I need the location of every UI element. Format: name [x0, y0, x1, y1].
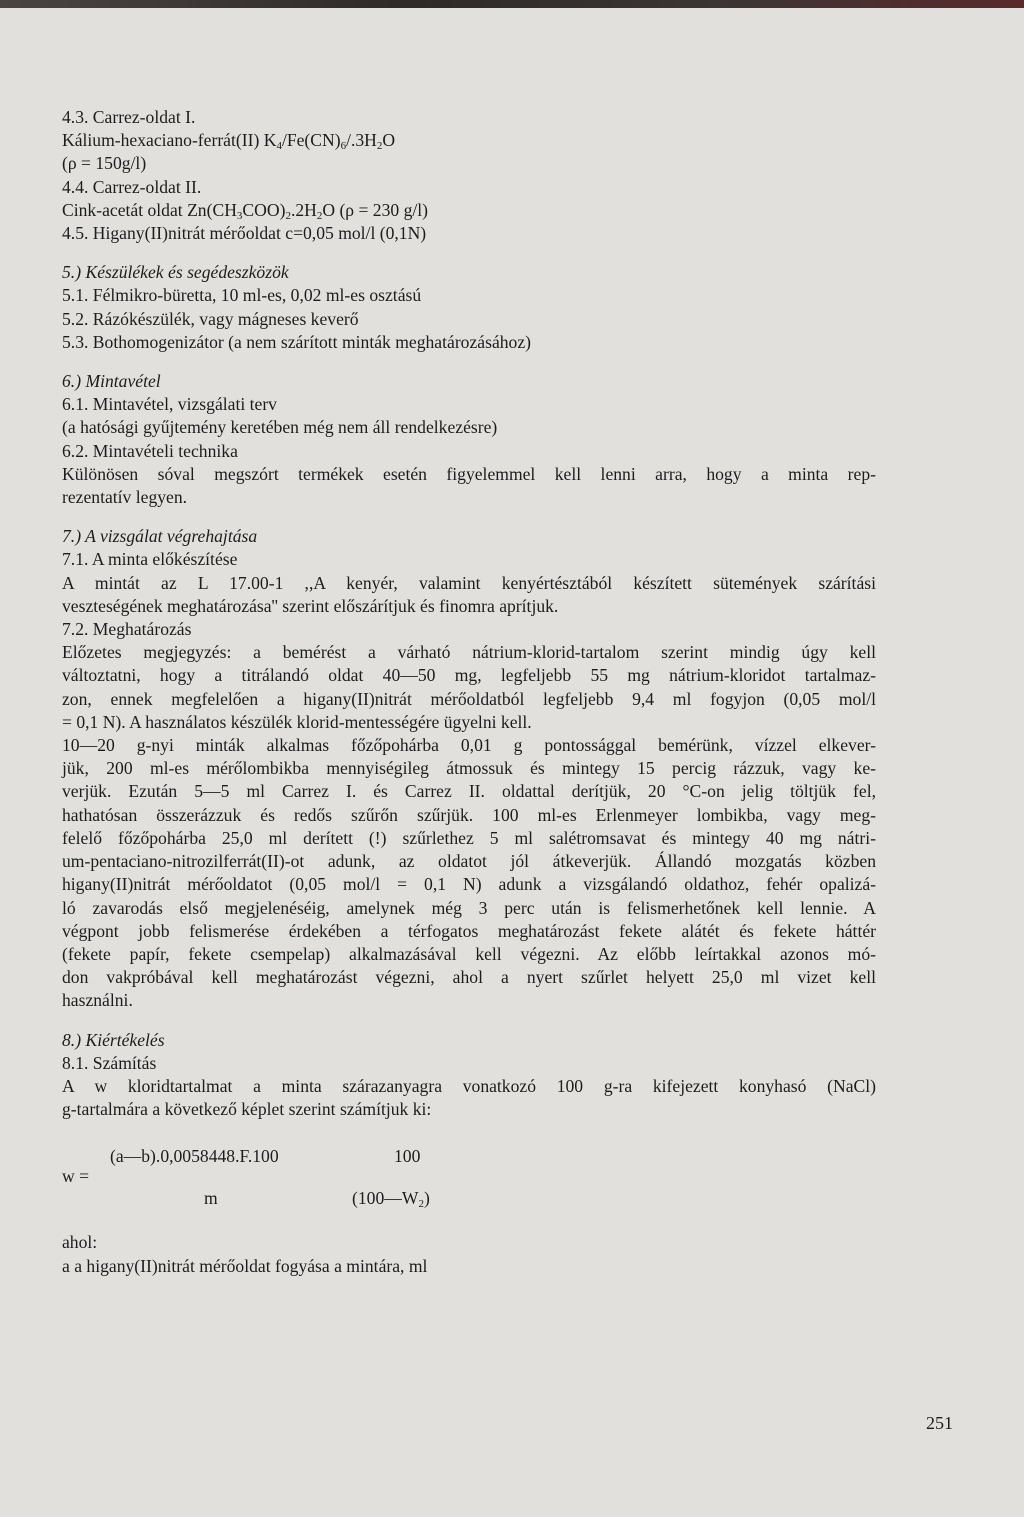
- item-8-1: 8.1. Számítás: [62, 1052, 157, 1073]
- procedure-line-12: használni.: [62, 990, 133, 1011]
- density-1: (ρ = 150g/l): [62, 153, 147, 174]
- variable-a-definition: a a higany(II)nitrát mérőoldat fogyása a mintára, ml: [62, 1255, 428, 1276]
- item-6-1: 6.1. Mintavétel, vizsgálati terv: [62, 394, 277, 415]
- calc-text-line-2: g-tartalmára a következő képlet szerint számítjuk ki:: [62, 1099, 432, 1120]
- item-7-1: 7.1. A minta előkészítése: [62, 549, 238, 570]
- formula-numerator-2: 100: [394, 1146, 421, 1167]
- procedure-line-5: felelő főzőpohárba 25,0 ml derített (!) szűrlethez 5 ml salétromsavat és mintegy 40 mg nátri-: [62, 827, 876, 848]
- note-line-1: Előzetes megjegyzés: a bemérést a várható nátrium-klorid-tartalom szerint mindig úgy kell: [62, 642, 876, 663]
- formula-lhs: w =: [62, 1166, 90, 1187]
- prep-text-line-2: veszteségének meghatározása'' szerint előszárítjuk és finomra aprítjuk.: [62, 595, 559, 616]
- procedure-line-10: (fekete papír, fekete csempelap) alkalmazásával kell végezni. Az előbb leírtakkal azonos mó-: [62, 943, 876, 964]
- item-5-1: 5.1. Félmikro-büretta, 10 ml-es, 0,02 ml-es osztású: [62, 285, 422, 306]
- where-label: ahol:: [62, 1232, 98, 1253]
- sampling-text-line-2: rezentatív legyen.: [62, 487, 188, 508]
- section-5-heading: 5.) Készülékek és segédeszközök: [62, 262, 289, 283]
- item-4-3: 4.3. Carrez-oldat I.: [62, 107, 196, 127]
- formula: [62, 1145, 876, 1219]
- procedure-line-2: jük, 200 ml-es mérőlombikba mennyiségileg átmossuk és mintegy 15 percig rázzuk, vagy ke-: [62, 758, 876, 779]
- procedure-line-1: 10—20 g-nyi minták alkalmas főzőpohárba 0,01 g pontossággal bemérünk, vízzel elkever-: [62, 735, 876, 756]
- procedure-line-6: um-pentaciano-nitrozilferrát(II)-ot adunk, az oldatot jól átkeverjük. Állandó mozgatás közben: [62, 851, 876, 872]
- item-5-3: 5.3. Bothomogenizátor (a nem szárított minták meghatározásához): [62, 331, 532, 352]
- note-line-3: zon, ennek megfelelően a higany(II)nitrát mérőoldatból legfeljebb 9,4 ml fogyjon (0,05 mol/l: [62, 688, 876, 709]
- procedure-line-8: ló zavarodás első megjelenéséig, amelynek még 3 perc után is felismerhetőnek kell lennie. A: [62, 897, 876, 918]
- item-6-1-note: (a hatósági gyűjtemény keretében még nem áll rendelkezésre): [62, 417, 498, 438]
- formula-numerator-1: (a—b).0,0058448.F.100: [110, 1146, 279, 1167]
- scan-top-edge: [0, 0, 1024, 8]
- page-number: 251: [926, 1413, 953, 1433]
- item-7-2: 7.2. Meghatározás: [62, 619, 192, 640]
- section-7-heading: 7.) A vizsgálat végrehajtása: [62, 526, 258, 547]
- reagent-carrez-2: Cink-acetát oldat $Zn(CH_3COO)_2.2H_2O$ (ρ = 230 g/l): [62, 199, 429, 222]
- page-body: [62, 106, 876, 1278]
- formula-denominator-2: $(100—W_2)$: [352, 1188, 430, 1211]
- procedure-line-7: higany(II)nitrát mérőoldatot (0,05 mol/l = 0,1 N) adunk a vizsgálandó oldathoz, fehér opalizá-: [62, 874, 876, 895]
- item-4-4: 4.4. Carrez-oldat II.: [62, 176, 202, 197]
- procedure-line-9: végpont jobb felismerése érdekében a térfogatos meghatározást fekete alátét és fekete háttér: [62, 920, 876, 941]
- item-6-2: 6.2. Mintavételi technika: [62, 440, 238, 461]
- calc-text-line-1: A w kloridtartalmat a minta szárazanyagra vonatkozó 100 g-ra kifejezett konyhasó (NaCl): [62, 1075, 876, 1096]
- prep-text-line-1: A mintát az L 17.00-1 ,,A kenyér, valamint kenyértésztából készített sütemények szárítási: [62, 572, 876, 593]
- section-6-heading: 6.) Mintavétel: [62, 371, 161, 392]
- section-8-heading: 8.) Kiértékelés: [62, 1029, 165, 1050]
- item-4-5: 4.5. Higany(II)nitrát mérőoldat c=0,05 mol/l (0,1N): [62, 223, 427, 244]
- note-line-2: változtatni, hogy a titrálandó oldat 40—50 mg, legfeljebb 55 mg nátrium-kloridot tartalmaz-: [62, 665, 876, 686]
- procedure-line-4: hathatósan összerázzuk és redős szűrőn szűrjük. 100 ml-es Erlenmeyer lombikba, vagy meg-: [62, 804, 876, 825]
- procedure-line-11: don vakpróbával kell meghatározást végezni, ahol a nyert szűrlet helyett 25,0 ml vizet kell: [62, 967, 876, 988]
- sampling-text-line-1: Különösen sóval megszórt termékek esetén figyelemmel kell lenni arra, hogy a minta rep-: [62, 463, 876, 484]
- formula-denominator-1: m: [204, 1188, 218, 1209]
- document-page: [0, 8, 1024, 1517]
- item-5-2: 5.2. Rázókészülék, vagy mágneses keverő: [62, 308, 359, 329]
- note-line-4: = 0,1 N). A használatos készülék klorid-mentességére ügyelni kell.: [62, 711, 532, 732]
- reagent-carrez-1: Kálium-hexaciano-ferrát(II) $K_4/Fe(CN)_6/.3H_2O$: [62, 130, 396, 153]
- procedure-line-3: verjük. Ezután 5—5 ml Carrez I. és Carrez II. oldattal derítjük, 20 °C-on jelig töltjük fel,: [62, 781, 876, 802]
